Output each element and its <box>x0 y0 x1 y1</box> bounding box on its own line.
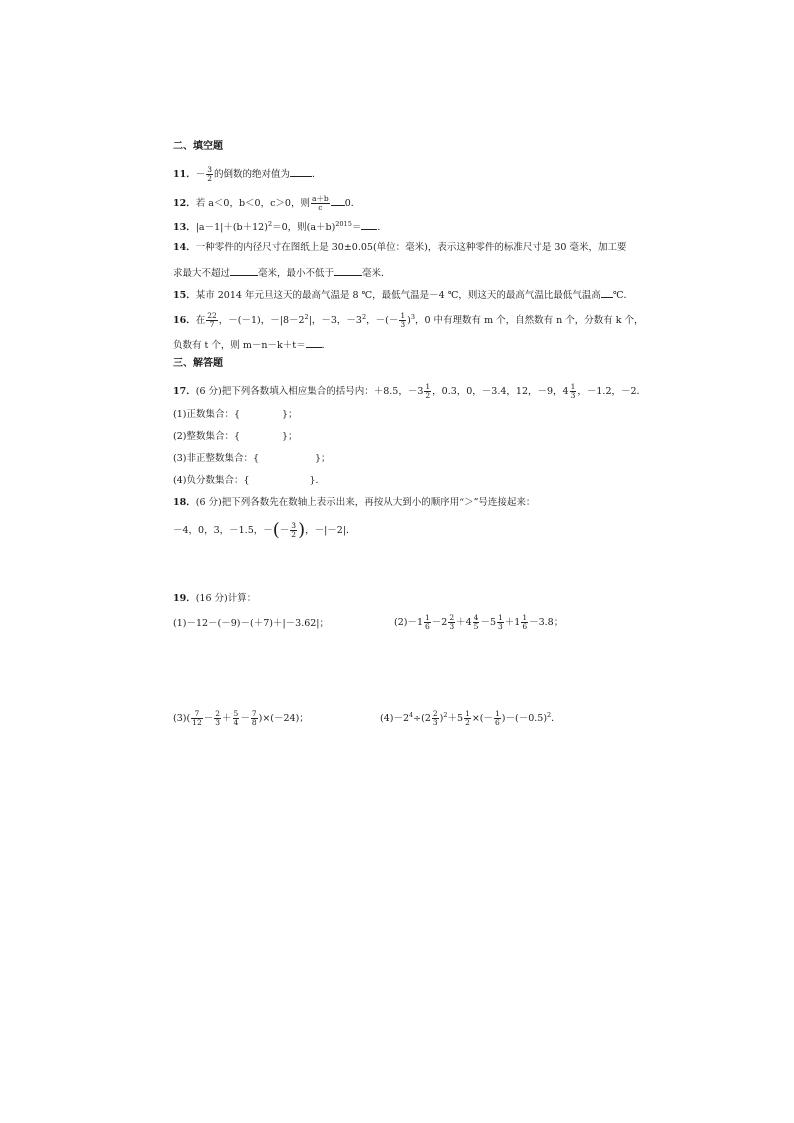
question-text: |a－1|＋(b＋12) <box>195 222 268 233</box>
expression: ＋ <box>222 713 232 724</box>
fraction-numerator: 7 <box>251 709 257 718</box>
fraction <box>206 312 218 329</box>
question-number: 12． <box>173 198 196 209</box>
fraction-denominator: 3 <box>449 622 455 631</box>
section-answer-title: 三、解答题 <box>173 358 223 369</box>
expression: ＋5 <box>447 713 464 724</box>
fraction-denominator: 6 <box>495 718 500 727</box>
question-number: 14． <box>173 242 196 253</box>
question-end: 0． <box>344 198 361 209</box>
expression: )－(－0.5) <box>501 713 548 724</box>
fraction-denominator: 4 <box>233 718 239 727</box>
expression: (4)－2 <box>380 713 410 724</box>
answer-blank <box>230 266 258 276</box>
expression: － <box>203 713 214 724</box>
fraction <box>448 614 455 631</box>
question-15 <box>173 288 633 302</box>
expression: (3)( <box>173 713 191 724</box>
exponent: 2 <box>361 313 367 321</box>
expression: － <box>240 713 250 724</box>
fraction-denominator: 2 <box>291 530 297 539</box>
question-number: 16． <box>173 315 196 326</box>
set-label: (3)非正整数集合：{ <box>173 453 260 464</box>
fraction <box>473 614 480 631</box>
expression: ÷(2 <box>413 713 431 724</box>
fraction-numerator: 1 <box>495 709 500 718</box>
question-text: ＝ <box>351 222 362 233</box>
question-end: ． <box>377 222 387 233</box>
fraction <box>233 710 240 727</box>
fraction <box>191 710 203 727</box>
question-text: 毫米． <box>362 268 391 279</box>
question-13 <box>173 220 387 234</box>
expression: －2 <box>431 617 448 628</box>
question-number: 15． <box>173 290 196 301</box>
fraction <box>206 166 213 183</box>
set-negative-fraction <box>173 475 325 487</box>
question-text: ，－|－2|． <box>305 525 356 536</box>
answer-blank <box>331 196 345 206</box>
expression: ＋1 <box>504 617 521 628</box>
question-text: ，0.3，0，－3.4，12，－9，4 <box>432 386 569 397</box>
question-number: 13． <box>173 222 196 233</box>
question-end: ． <box>321 340 332 351</box>
fraction-numerator: 4 <box>473 613 479 622</box>
fraction-denominator: 6 <box>522 622 528 631</box>
question-text: 负数有 t 个，则 m－n－k＋t＝ <box>173 340 306 351</box>
fraction-denominator: 6 <box>425 622 430 631</box>
question-text: 在 <box>195 315 206 326</box>
fraction-denominator: 7 <box>209 320 215 329</box>
expression: )×(－24)； <box>258 713 309 724</box>
fraction <box>464 710 471 727</box>
question-text: 毫米，最小不低于 <box>258 268 335 279</box>
set-positive <box>173 409 298 421</box>
question-end: ． <box>312 169 322 180</box>
question-text: ，－1.2，－2． <box>577 386 647 397</box>
answer-blank <box>334 266 362 276</box>
answer-blank <box>290 167 312 177</box>
question-19 <box>173 593 256 605</box>
exponent: 2015 <box>335 220 352 228</box>
question-text: (6 分)把下列各数填入相应集合的括号内：＋8.5，－3 <box>195 386 424 397</box>
set-close: }； <box>282 409 298 420</box>
expression: －5 <box>480 617 496 628</box>
set-close: }； <box>282 431 298 442</box>
fraction <box>424 614 431 631</box>
question-text: 某市 2014 年元旦这天的最高气温是 8 ℃，最低气温是－4 ℃，则这天的最高气温比最低气温高 <box>195 290 601 301</box>
set-label: (2)整数集合：{ <box>173 431 241 442</box>
expression: ×(－ <box>471 713 494 724</box>
fraction <box>214 710 221 727</box>
question-text: ) <box>407 315 411 326</box>
set-label: (1)正数集合：{ <box>173 409 241 420</box>
fraction-numerator: 3 <box>291 521 297 530</box>
question-14-line2 <box>173 266 391 280</box>
question-text: ，－(－1)，－|8－2 <box>218 315 305 326</box>
question-16-line2 <box>173 338 331 352</box>
exponent: 2 <box>267 220 273 228</box>
question-number: 17． <box>173 386 196 397</box>
fraction <box>311 195 330 212</box>
expression: －3.8； <box>529 617 564 628</box>
question-11 <box>173 166 322 183</box>
left-paren: ( <box>272 519 280 541</box>
fraction-denominator: 3 <box>215 718 221 727</box>
question-text: 求最大不超过 <box>173 268 231 279</box>
expression: (2)－1 <box>394 617 424 628</box>
expression: (1)－12－(－9)－(＋7)＋|－3.62|； <box>173 618 330 629</box>
question-text: (16 分)计算： <box>195 593 257 604</box>
question-text: (6 分)把下列各数先在数轴上表示出来，再按从大到小的顺序用“＞”号连接起来： <box>195 497 536 508</box>
question-text: |，－3，－3 <box>308 315 362 326</box>
fraction-numerator: 7 <box>191 710 203 719</box>
set-label: (4)负分数集合：{ <box>173 475 250 486</box>
section-fill-in-title: 二、填空题 <box>173 141 223 152</box>
fraction <box>494 710 501 727</box>
fraction-denominator: 12 <box>192 718 202 727</box>
fraction <box>251 710 258 727</box>
fraction-numerator: 3 <box>207 165 213 174</box>
fraction-denominator: 5 <box>473 622 479 631</box>
question-number: 18． <box>173 497 196 508</box>
question-end: ℃． <box>612 290 633 301</box>
fraction-numerator: 1 <box>522 613 528 622</box>
answer-blank <box>361 220 377 230</box>
fraction-numerator: 1 <box>465 709 470 718</box>
question-14 <box>173 242 627 254</box>
fraction-denominator: c <box>318 203 323 212</box>
question-text: ，0 中有理数有 m 个，自然数有 n 个，分数有 k 个， <box>414 315 644 326</box>
right-paren: ) <box>298 519 306 541</box>
fraction-denominator: 8 <box>251 718 257 727</box>
fraction-denominator: 3 <box>400 320 406 329</box>
fraction-numerator: 2 <box>215 709 221 718</box>
fraction-numerator: 2 <box>449 613 455 622</box>
exponent: 2 <box>547 711 552 719</box>
question-17 <box>173 383 646 400</box>
fraction <box>399 312 406 329</box>
answer-blank <box>601 288 613 298</box>
calc-part-1 <box>173 618 329 630</box>
fraction-denominator: 2 <box>465 718 470 727</box>
fraction <box>424 383 431 400</box>
fraction-denominator: 3 <box>570 391 576 400</box>
set-non-positive-integer <box>173 453 331 465</box>
exponent: 2 <box>443 711 448 719</box>
fraction-denominator: 2 <box>207 174 213 183</box>
expression: ． <box>551 713 561 724</box>
set-integer <box>173 431 298 443</box>
question-number: 11． <box>173 169 196 180</box>
answer-blank <box>306 338 322 348</box>
exponent: 2 <box>304 313 309 321</box>
question-text: 一种零件的内径尺寸在图纸上是 30±0.05(单位：毫米)，表示这种零件的标准尺寸是 30 毫米，加工要 <box>195 242 627 253</box>
set-close: }； <box>315 453 331 464</box>
exponent: 3 <box>410 313 415 321</box>
question-number: 19． <box>173 593 196 604</box>
fraction-denominator: 2 <box>425 391 431 400</box>
expression: ＋4 <box>456 617 472 628</box>
question-18 <box>173 497 535 509</box>
fraction <box>432 710 439 727</box>
fraction-numerator: 5 <box>233 709 239 718</box>
question-text: 若 a＜0，b＜0，c＞0，则 <box>195 198 310 209</box>
fraction-denominator: 3 <box>498 622 503 631</box>
fraction-numerator: 1 <box>425 613 430 622</box>
question-text: 的倒数的绝对值为 <box>214 169 291 180</box>
question-16 <box>173 312 644 329</box>
fraction-numerator: 1 <box>425 382 431 391</box>
fraction-numerator: 1 <box>498 613 503 622</box>
fraction-numerator: 2 <box>432 709 438 718</box>
fraction <box>290 522 297 539</box>
set-close: }． <box>309 475 326 486</box>
minus-sign: － <box>279 525 290 536</box>
fraction-denominator: 3 <box>432 718 438 727</box>
fraction <box>497 614 504 631</box>
fraction <box>521 614 528 631</box>
fraction-numerator: a＋b <box>311 194 329 203</box>
question-12 <box>173 195 360 212</box>
expression: ) <box>439 713 444 724</box>
question-18-line2 <box>173 519 356 541</box>
question-text: ，－(－ <box>366 315 399 326</box>
question-text: －4，0，3，－1.5，－ <box>173 525 273 536</box>
fraction <box>570 383 577 400</box>
fraction-numerator: 1 <box>570 382 576 391</box>
calc-part-3 <box>173 710 309 727</box>
question-text: ＝0，则(a＋b) <box>272 222 336 233</box>
fraction-numerator: 22 <box>207 311 217 320</box>
calc-part-4 <box>380 710 561 727</box>
exponent: 4 <box>409 711 414 719</box>
fraction-numerator: 1 <box>400 311 406 320</box>
minus-sign: － <box>195 169 206 180</box>
calc-part-2 <box>394 614 563 631</box>
